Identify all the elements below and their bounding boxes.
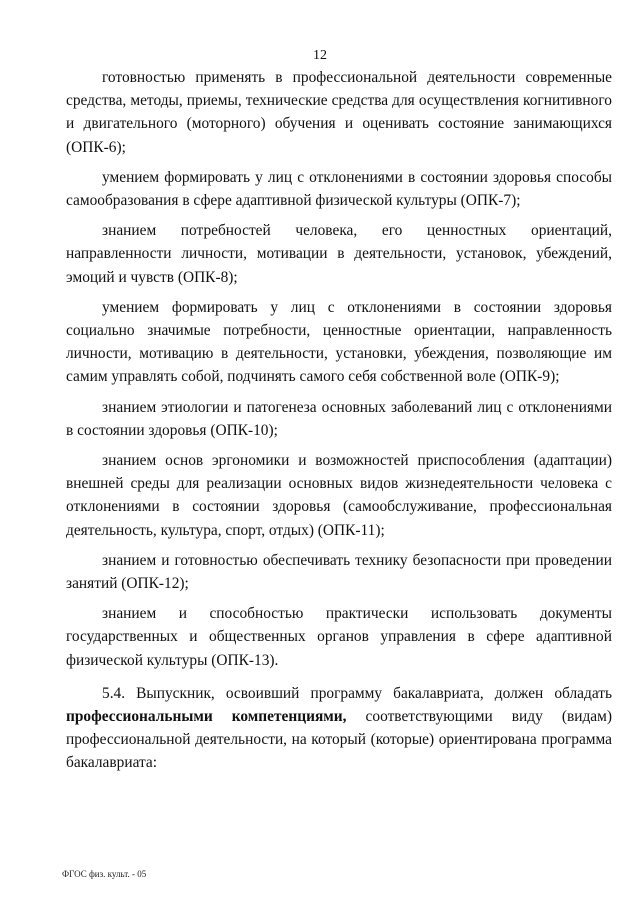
page-number: 12 (313, 48, 327, 63)
page-footer: ФГОС физ. культ. - 05 (62, 869, 147, 879)
paragraph-5-4-lead: 5.4. Выпускник, освоивший программу бакалавриата, должен обладать (102, 684, 612, 702)
document-body (66, 66, 612, 782)
paragraph-opk-8: знанием потребностей человека, его ценностных ориентаций, направленности личности, мотивации в деятельности, установок, убеждений, эмоций и чувств (ОПК-8); (66, 222, 612, 286)
paragraph-opk-9: умением формировать у лиц с отклонениями в состоянии здоровья социально значимые потребности, ценностные ориентации, направленность личности, мотивацию в деятельности, установки, убеждения, позволяющие им самим управлять собой, подчинять самого себя собственной воле (ОПК-9); (66, 298, 612, 386)
paragraph-5-4 (66, 682, 612, 775)
paragraph-opk-13: знанием и способностью практически использовать документы государственных и общественных органов управления в сфере адаптивной физической культуры (ОПК-13). (66, 605, 612, 669)
paragraph-opk-11: знанием основ эргономики и возможностей приспособления (адаптации) внешней среды для реализации основных видов жизнедеятельности человека с отклонениями в состоянии здоровья (самообслуживание, профессиональная деятельность, культура, спорт, отдых) (ОПК-11); (66, 452, 612, 539)
paragraph-5-4-rest: соответствующими виду (видам) профессиональной деятельности, на который (которые) ориентирована программа бакалавриата: (66, 708, 612, 772)
paragraph-opk-7: умением формировать у лиц с отклонениями в состоянии здоровья способы самообразования в сфере адаптивной физической культуры (ОПК-7); (66, 168, 612, 210)
paragraph-5-4-bold-term: профессиональными компетенциями, (66, 708, 347, 726)
paragraph-opk-6: готовностью применять в профессиональной деятельности современные средства, методы, приемы, технические средства для осуществления когнитивного и двигательного (моторного) обучения и оценивать состояние занимающихся (ОПК-6); (66, 69, 612, 156)
paragraph-opk-10: знанием этиологии и патогенеза основных заболеваний лиц с отклонениями в состоянии здоровья (ОПК-10); (66, 398, 612, 439)
paragraph-opk-12: знанием и готовностью обеспечивать технику безопасности при проведении занятий (ОПК-12); (66, 551, 612, 593)
